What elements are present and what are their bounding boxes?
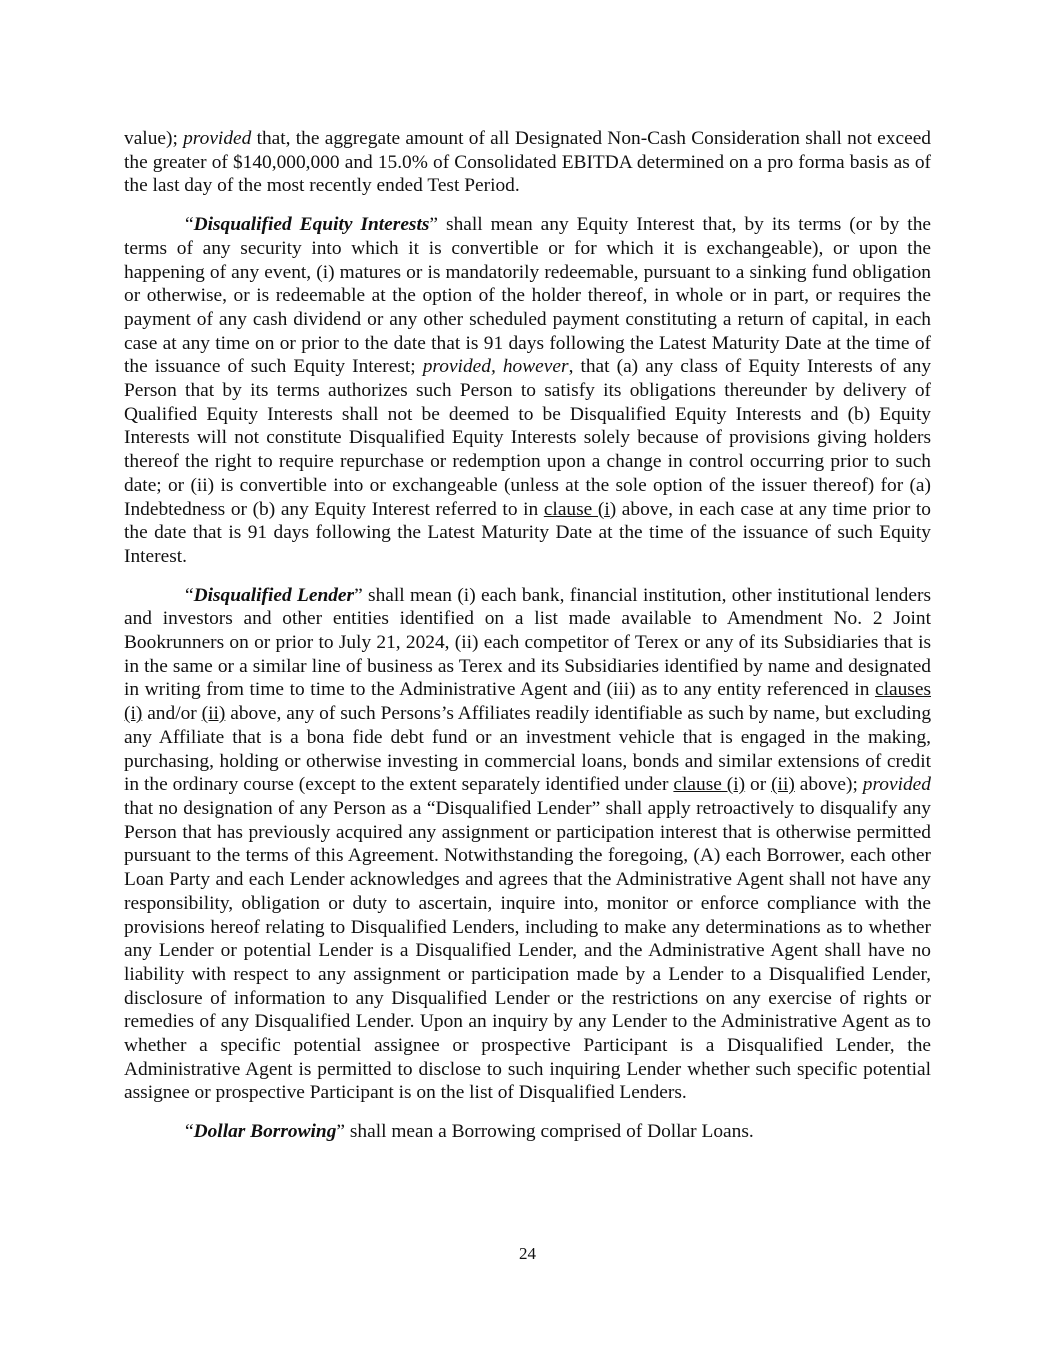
clause-reference: clauses (i)	[124, 679, 931, 725]
open-quote: “	[185, 214, 194, 236]
text-run: or	[745, 774, 772, 796]
text-run: that, the aggregate amount of all Designated Non-Cash Consideration shall not exceed the greater of $140,000,000 and 15.0% of Consolidated EBITDA determined on a pro forma basis as of the last day of the most recently ended Test Period.	[124, 128, 931, 197]
text-run: value);	[124, 128, 184, 149]
clause-reference: clause (i)	[673, 774, 746, 796]
open-quote: “	[185, 1121, 194, 1143]
italic-term: provided	[862, 774, 931, 796]
text-run: ” shall mean a Borrowing comprised of Dollar Loans.	[336, 1121, 754, 1143]
definition-disqualified-lender	[124, 584, 931, 1105]
text-run: , that (a) any class of Equity Interests of any Person that by its terms authorizes such Person to satisfy its obligations thereunder by delivery of Qualified Equity Interests shall not be deemed to be Disqualified Equity Interests and (b) Equity Interests will not constitute Disqualified Equity Interests solely because of provisions giving holders thereof the right to require repurchase or redemption upon a change in control occurring prior to such date; or (ii) is convertible into or exchangeable (unless at the sole option of the issuer thereof) for (a) Indebtedness or (b) any Equity Interest referred to in	[124, 356, 932, 520]
definition-disqualified-equity-interests	[124, 213, 931, 569]
open-quote: “	[185, 584, 194, 606]
text-run: and/or	[142, 703, 202, 725]
text-run: above, in each case at any time prior to the date that is 91 days following the Latest Maturity Date at the time of the issuance of such Equity Interest.	[124, 498, 931, 567]
text-run: above, any of such Persons’s Affiliates readily identifiable as such by name, but excluding any Affiliate that is a bona fide debt fund or an investment vehicle that is engaged in the making, purchasing, holding or otherwise investing in commercial loans, bonds and similar extensions of credit in the ordinary course (except to the extent separately identified under	[124, 703, 932, 796]
text-run: ” shall mean any Equity Interest that, by its terms (or by the terms of any security into which it is convertible or for which it is exchangeable), or upon the happening of any event, (i) matures or is mandatorily redeemable, pursuant to a sinking fund obligation or otherwise, or is redeemable at the option of the holder thereof, in whole or in part, or requires the payment of any cash dividend or any other scheduled payment constituting a return of capital, in each case at any time on or prior to the date that is 91 days following the Latest Maturity Date at the time of the issuance of such Equity Interest;	[124, 214, 931, 378]
definition-dollar-borrowing	[124, 1120, 931, 1144]
italic-term: provided, however	[422, 356, 569, 378]
clause-reference: (ii)	[771, 774, 795, 796]
document-body	[124, 127, 931, 1159]
defined-term: Disqualified Equity Interests	[193, 214, 430, 236]
clause-reference: (ii)	[201, 703, 226, 725]
italic-term: provided	[183, 128, 252, 149]
text-run: ” shall mean (i) each bank, financial institution, other institutional lenders and investors and other entities identified on a list made available to Amendment No. 2 Joint Bookrunners on or prior to July 21, 2024, (ii) each competitor of Terex or any of its Subsidiaries that is in the same or a similar line of business as Terex and its Subsidiaries identified by name and designated in writing from time to time to the Administrative Agent and (iii) as to any entity referenced in	[124, 584, 931, 701]
paragraph-designated-non-cash-continuation	[124, 127, 931, 198]
clause-reference: clause (i)	[543, 498, 617, 520]
text-run: above);	[794, 774, 863, 796]
page-number: 24	[519, 1244, 536, 1263]
defined-term: Disqualified Lender	[193, 584, 355, 606]
defined-term: Dollar Borrowing	[193, 1121, 337, 1143]
text-run: that no designation of any Person as a “Disqualified Lender” shall apply retroactively to disqualify any Person that has previously acquired any assignment or participation interest that is otherwise permitted pursuant to the terms of this Agreement. Notwithstanding the foregoing, (A) each Borrower, each other Loan Party and each Lender acknowledges and agrees that the Administrative Agent shall not have any responsibility, obligation or duty to ascertain, inquire into, monitor or enforce compliance with the provisions hereof relating to Disqualified Lenders, including to make any determinations as to whether any Lender or potential Lender is a Disqualified Lender, and the Administrative Agent shall have no liability with respect to any assignment or participation made by a Lender to a Disqualified Lender, disclosure of information to any Disqualified Lender or the restrictions on any exercise of rights or remedies of any Disqualified Lender. Upon an inquiry by any Lender to the Administrative Agent as to whether a specific potential assignee or prospective Participant is a Disqualified Lender, the Administrative Agent is permitted to disclose to such inquiring Lender whether such specific potential assignee or prospective Participant is on the list of Disqualified Lenders.	[124, 797, 931, 1104]
